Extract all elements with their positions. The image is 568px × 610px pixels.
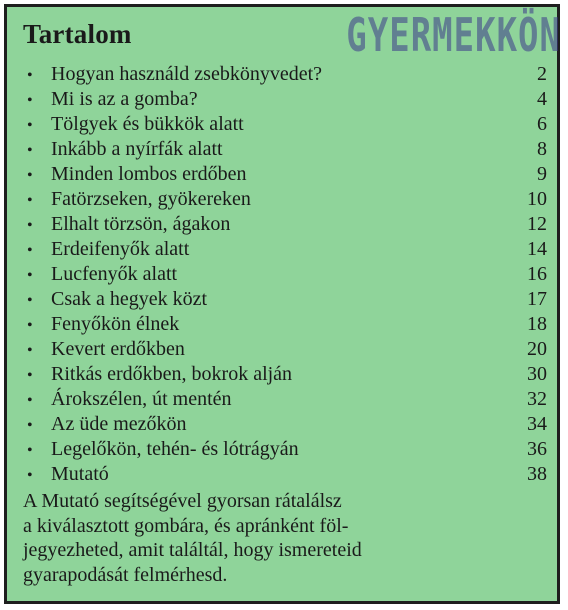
toc-entry[interactable] (27, 462, 547, 487)
toc-entry-title: Hogyan használd zsebkönyvedet? (51, 63, 323, 85)
toc-entry-page-number: 36 (527, 438, 547, 460)
toc-entry[interactable] (27, 387, 547, 412)
bullet-icon: • (27, 442, 33, 459)
toc-entry-page-number: 16 (527, 263, 547, 285)
toc-entry-page-number: 34 (527, 413, 547, 435)
bullet-icon: • (27, 67, 33, 84)
bullet-icon: • (27, 267, 33, 284)
bullet-icon: • (27, 367, 33, 384)
toc-entry-page-number: 17 (527, 288, 547, 310)
toc-entry-title: Mutató (51, 463, 109, 485)
bullet-icon: • (27, 317, 33, 334)
bullet-icon: • (27, 217, 33, 234)
bullet-icon: • (27, 192, 33, 209)
toc-entry-page-number: 32 (527, 388, 547, 410)
toc-list (27, 62, 547, 487)
toc-entry-title: Erdeifenyők alatt (51, 238, 190, 260)
toc-entry-page-number: 20 (527, 338, 547, 360)
library-stamp: GYERMEKKÖN (346, 9, 561, 63)
toc-entry-title: Legelőkön, tehén- és lótrágyán (51, 438, 299, 460)
toc-entry[interactable] (27, 212, 547, 237)
bullet-icon: • (27, 467, 33, 484)
toc-entry-title: Tölgyek és bükkök alatt (51, 113, 244, 135)
bullet-icon: • (27, 342, 33, 359)
toc-entry-title: Árokszélen, út mentén (51, 388, 232, 410)
toc-entry-page-number: 14 (527, 238, 547, 260)
toc-entry-page-number: 30 (527, 363, 547, 385)
index-note (23, 489, 523, 587)
toc-entry[interactable] (27, 312, 547, 337)
toc-entry-title: Lucfenyők alatt (51, 263, 178, 285)
toc-entry-page-number: 38 (527, 463, 547, 485)
toc-entry-page-number: 12 (527, 213, 547, 235)
toc-entry[interactable] (27, 62, 547, 87)
toc-entry-page-number: 6 (537, 113, 547, 135)
toc-entry[interactable] (27, 287, 547, 312)
bullet-icon: • (27, 142, 33, 159)
toc-entry[interactable] (27, 337, 547, 362)
toc-entry-title: Fenyőkön élnek (51, 313, 180, 335)
toc-entry-title: Elhalt törzsön, ágakon (51, 213, 231, 235)
toc-entry[interactable] (27, 437, 547, 462)
toc-entry[interactable] (27, 262, 547, 287)
bullet-icon: • (27, 242, 33, 259)
bullet-icon: • (27, 167, 33, 184)
note-line: gyarapodását felmérhesd. (23, 563, 228, 586)
toc-entry-page-number: 4 (537, 88, 547, 110)
toc-entry-title: Csak a hegyek közt (51, 288, 208, 310)
toc-entry[interactable] (27, 87, 547, 112)
toc-entry-page-number: 2 (537, 63, 547, 85)
toc-entry-page-number: 8 (537, 138, 547, 160)
toc-entry-title: Az üde mezőkön (51, 413, 187, 435)
bullet-icon: • (27, 292, 33, 309)
toc-entry-page-number: 18 (527, 313, 547, 335)
note-line: jegyezheted, amit találtál, hogy ismereteid (23, 539, 362, 561)
toc-entry-page-number: 10 (527, 188, 547, 210)
note-line: a kiválasztott gombára, és apránként föl- (23, 514, 349, 537)
toc-entry[interactable] (27, 187, 547, 212)
bullet-icon: • (27, 417, 33, 434)
bullet-icon: • (27, 92, 33, 109)
toc-entry-page-number: 9 (537, 163, 547, 185)
toc-title: Tartalom (23, 19, 132, 49)
toc-entry[interactable] (27, 362, 547, 387)
contents-panel (4, 4, 560, 604)
toc-entry[interactable] (27, 412, 547, 437)
toc-entry-title: Kevert erdőkben (51, 338, 185, 360)
toc-entry[interactable] (27, 137, 547, 162)
toc-entry[interactable] (27, 112, 547, 137)
toc-entry[interactable] (27, 162, 547, 187)
toc-entry-title: Minden lombos erdőben (51, 163, 247, 185)
toc-entry-title: Ritkás erdőkben, bokrok alján (51, 363, 293, 385)
toc-entry-title: Inkább a nyírfák alatt (51, 138, 223, 160)
toc-entry-title: Mi is az a gomba? (51, 88, 198, 110)
toc-entry[interactable] (27, 237, 547, 262)
note-line: A Mutató segítségével gyorsan rátalálsz (23, 490, 342, 512)
bullet-icon: • (27, 117, 33, 134)
toc-entry-title: Fatörzseken, gyökereken (51, 188, 251, 210)
bullet-icon: • (27, 392, 33, 409)
